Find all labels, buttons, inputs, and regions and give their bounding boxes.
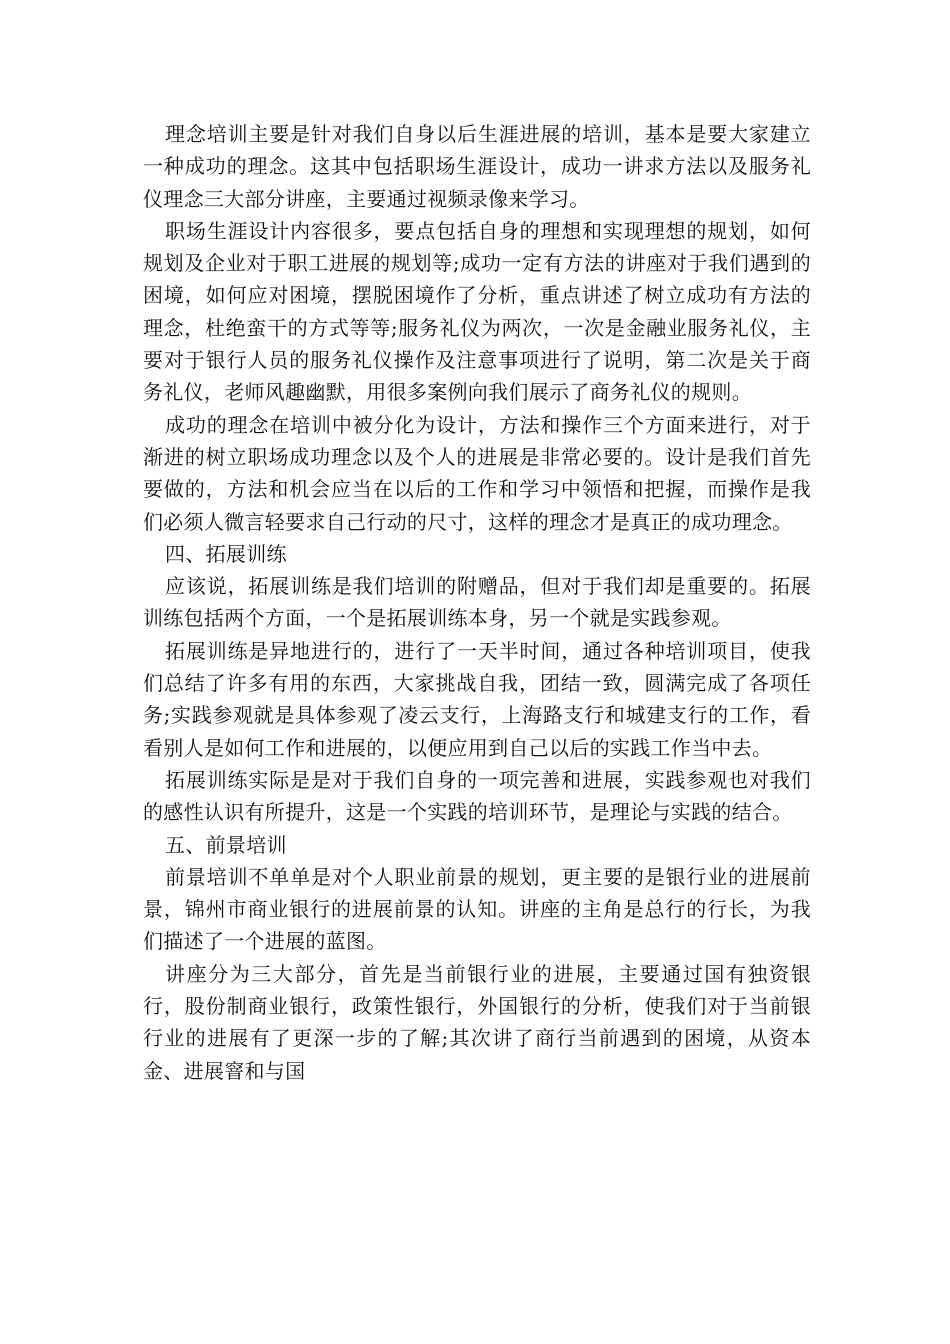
section-heading-prospect-training: 五、前景培训	[165, 832, 287, 857]
paragraph-success-concept: 成功的理念在培训中被分化为设计，方法和操作三个方面来进行，对于渐进的树立职场成功理念以及个人的进展是非常必要的。设计是我们首先要做的，方法和机会应当在以后的工作和学习中领悟和把握，而操作是我们必须人微言轻要求自己行动的尺寸，这样的理念才是真正的成功理念。	[143, 412, 811, 534]
document-body	[143, 118, 811, 1087]
paragraph-concept-training: 理念培训主要是针对我们自身以后生涯进展的培训，基本是要大家建立一种成功的理念。这其中包括职场生涯设计，成功一讲求方法以及服务礼仪理念三大部分讲座，主要通过视频录像来学习。	[143, 122, 811, 211]
paragraph-outreach-summary: 拓展训练实际是是对于我们自身的一项完善和进展，实践参观也对我们的感性认识有所提升，这是一个实践的培训环节，是理论与实践的结合。	[143, 767, 811, 825]
paragraph-outreach-intro: 应该说，拓展训练是我们培训的附赠品，但对于我们却是重要的。拓展训练包括两个方面，一个是拓展训练本身，另一个就是实践参观。	[143, 574, 811, 631]
paragraph-career-design: 职场生涯设计内容很多，要点包括自身的理想和实现理想的规划，如何规划及企业对于职工进展的规划等;成功一定有方法的讲座对于我们遇到的困境，如何应对困境，摆脱困境作了分析，重点讲述了树立成功有方法的理念，杜绝蛮干的方式等等;服务礼仪为两次，一次是金融业服务礼仪，主要对于银行人员的服务礼仪操作及注意事项进行了说明，第二次是关于商务礼仪，老师风趣幽默，用很多案例向我们展示了商务礼仪的规则。	[143, 218, 811, 405]
paragraph-outreach-details: 拓展训练是异地进行的，进行了一天半时间，通过各种培训项目，使我们总结了许多有用的东西，大家挑战自我，团结一致，圆满完成了各项任务;实践参观就是具体参观了凌云支行，上海路支行和城建支行的工作，看看别人是如何工作和进展的，以便应用到自己以后的实践工作当中去。	[143, 638, 811, 760]
section-heading-outreach-training: 四、拓展训练	[165, 541, 287, 566]
paragraph-lecture-parts: 讲座分为三大部分，首先是当前银行业的进展，主要通过国有独资银行，股份制商业银行，政策性银行，外国银行的分析，使我们对于当前银行业的进展有了更深一步的了解;其次讲了商行当前遇到的困境，从资本金、进展窨和与国	[143, 961, 811, 1083]
paragraph-prospect-intro: 前景培训不单单是对个人职业前景的规划，更主要的是银行业的进展前景，锦州市商业银行的进展前景的认知。讲座的主角是总行的行长，为我们描述了一个进展的蓝图。	[143, 864, 811, 954]
